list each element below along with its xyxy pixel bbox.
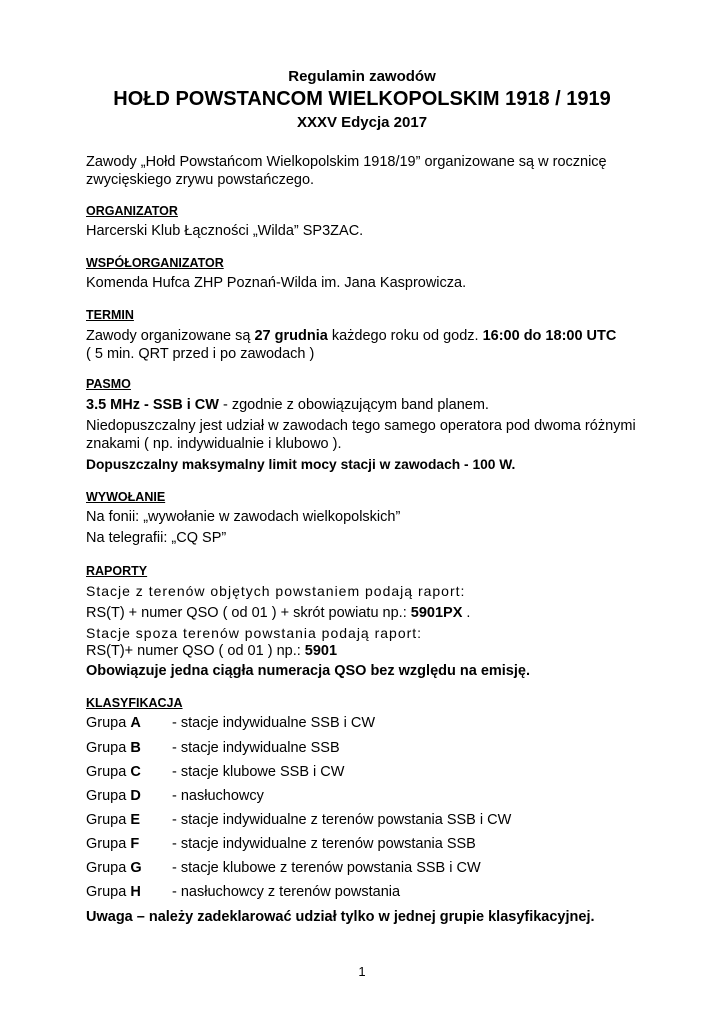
group-row: Grupa A - stacje indywidualne SSB i CW	[86, 715, 376, 731]
group-row: Grupa D - nasłuchowcy	[86, 788, 264, 804]
group-letter: G	[130, 860, 142, 876]
call-heading: WYWOŁANIE	[86, 490, 166, 504]
group-letter: C	[130, 764, 141, 780]
reports-in-format: RS(T) + numer QSO ( od 01 ) + skrót powiatu np.: 5901PX .	[86, 605, 471, 621]
reports-out-format: RS(T)+ numer QSO ( od 01 ) np.: 5901	[86, 643, 338, 659]
organizer-heading: ORGANIZATOR	[86, 204, 178, 218]
group-row: Grupa E - stacje indywidualne z terenów powstania SSB i CW	[86, 812, 512, 828]
intro-line-2: zwycięskiego zrywu powstańczego.	[86, 172, 315, 188]
group-description: - stacje klubowe z terenów powstania SSB i CW	[172, 860, 481, 876]
group-letter: D	[130, 788, 141, 804]
group-letter: B	[130, 740, 141, 756]
group-row: Grupa C - stacje klubowe SSB i CW	[86, 764, 345, 780]
group-description: - nasłuchowcy	[172, 788, 264, 804]
call-cw: Na telegrafii: „CQ SP”	[86, 530, 227, 546]
group-letter: A	[130, 715, 141, 731]
band-heading: PASMO	[86, 377, 131, 391]
term-line-1: Zawody organizowane są 27 grudnia każdego roku od godz. 16:00 do 18:00 UTC	[86, 328, 617, 344]
classification-note: Uwaga – należy zadeklarować udział tylko w jednej grupie klasyfikacyjnej.	[86, 909, 595, 925]
group-row: Grupa B - stacje indywidualne SSB	[86, 740, 340, 756]
page-number: 1	[358, 964, 366, 979]
group-description: - nasłuchowcy z terenów powstania	[172, 884, 401, 900]
group-letter: E	[130, 812, 141, 828]
group-description: - stacje klubowe SSB i CW	[172, 764, 345, 780]
group-row: Grupa F - stacje indywidualne z terenów powstania SSB	[86, 836, 476, 852]
band-power-limit: Dopuszczalny maksymalny limit mocy stacji w zawodach - 100 W.	[86, 457, 516, 472]
group-row: Grupa G - stacje klubowe z terenów powstania SSB i CW	[86, 860, 481, 876]
document-edition: XXXV Edycja 2017	[296, 114, 428, 131]
coorganizer-heading: WSPÓŁORGANIZATOR	[86, 256, 224, 270]
group-description: - stacje indywidualne z terenów powstania SSB	[172, 836, 476, 852]
classification-heading: KLASYFIKACJA	[86, 696, 183, 710]
coorganizer-text: Komenda Hufca ZHP Poznań-Wilda im. Jana Kasprowicza.	[86, 275, 467, 291]
group-letter: F	[130, 836, 140, 852]
term-date: 27 grudnia	[254, 328, 328, 344]
band-rule-line-1: Niedopuszczalny jest udział w zawodach tego samego operatora pod dwoma różnymi	[86, 418, 636, 434]
term-line-2: ( 5 min. QRT przed i po zawodach )	[86, 346, 315, 362]
group-description: - stacje indywidualne SSB	[172, 740, 340, 756]
term-time: 16:00 do 18:00 UTC	[482, 328, 617, 344]
reports-out-area: Stacje spoza terenów powstania podają raport:	[86, 625, 423, 641]
group-row: Grupa H - nasłuchowcy z terenów powstania	[86, 884, 401, 900]
band-rule-line-2: znakami ( np. indywidualnie i klubowo ).	[86, 436, 342, 452]
reports-heading: RAPORTY	[86, 564, 148, 578]
group-description: - stacje indywidualne z terenów powstania SSB i CW	[172, 812, 512, 828]
band-frequency: 3.5 MHz - SSB i CW - zgodnie z obowiązującym band planem.	[86, 397, 489, 413]
document-title: HOŁD POWSTANCOM WIELKOPOLSKIM 1918 / 1919	[113, 88, 611, 110]
reports-in-area: Stacje z terenów objętych powstaniem podają raport:	[86, 583, 466, 599]
organizer-text: Harcerski Klub Łączności „Wilda” SP3ZAC.	[86, 223, 364, 239]
term-heading: TERMIN	[86, 308, 134, 322]
group-description: - stacje indywidualne SSB i CW	[172, 715, 376, 731]
document-subtitle: Regulamin zawodów	[288, 68, 436, 85]
group-letter: H	[130, 884, 141, 900]
reports-in-example: 5901PX	[410, 605, 463, 621]
call-phone: Na fonii: „wywołanie w zawodach wielkopolskich”	[86, 509, 401, 525]
reports-out-example: 5901	[304, 643, 338, 659]
intro-line-1: Zawody „Hołd Powstańcom Wielkopolskim 1918/19” organizowane są w rocznicę	[86, 154, 607, 170]
reports-numbering: Obowiązuje jedna ciągła numeracja QSO bez względu na emisję.	[86, 663, 530, 679]
